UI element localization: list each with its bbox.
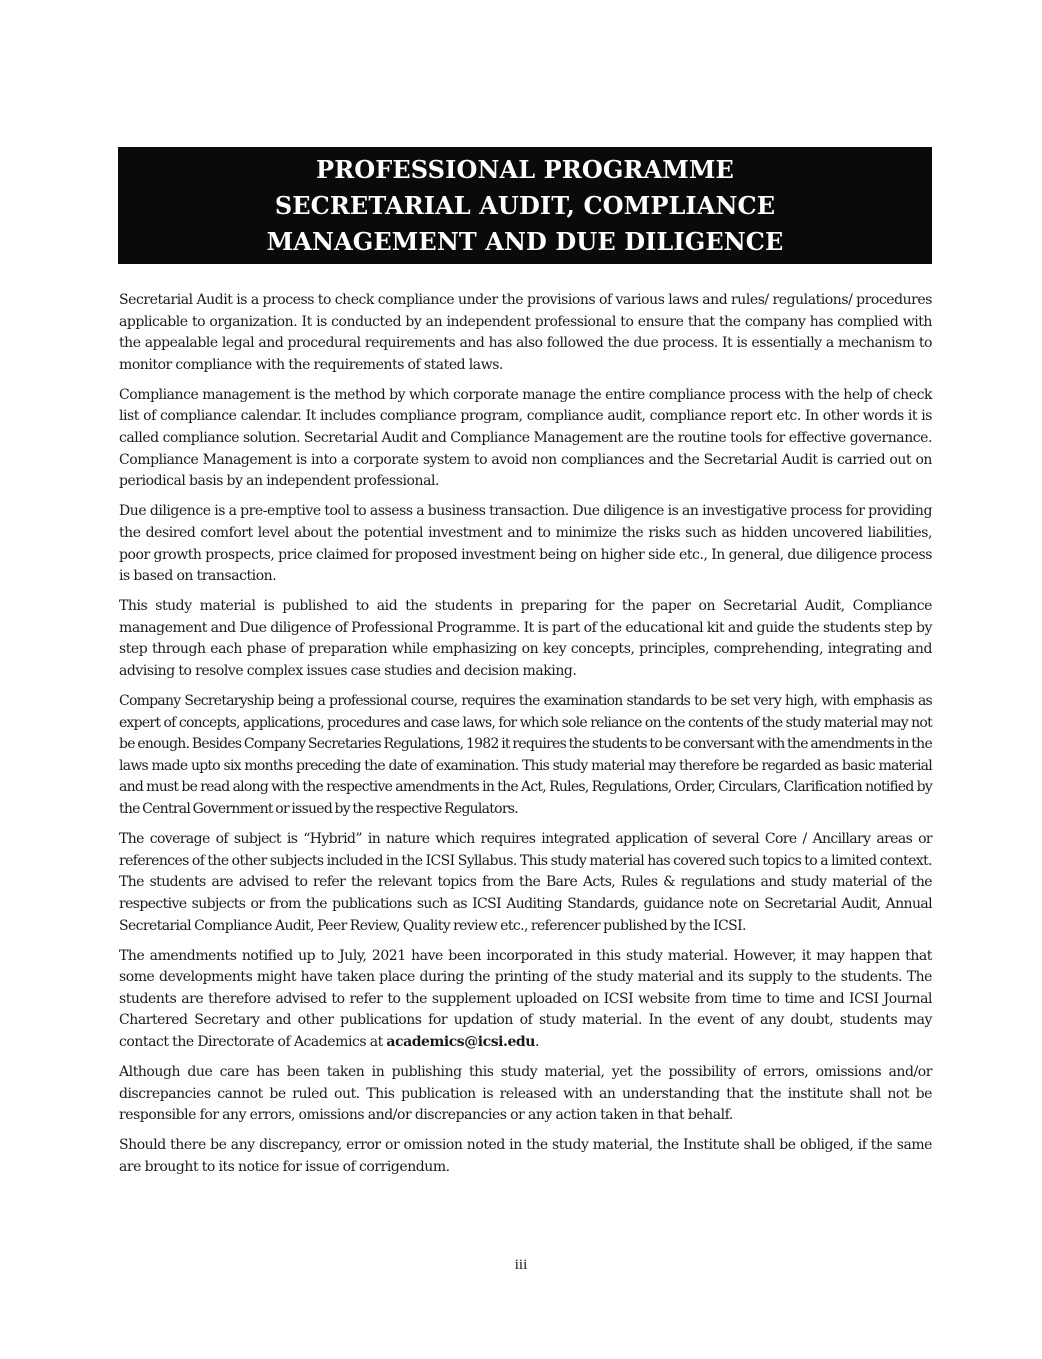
paragraph-amendments [119,946,932,1054]
title-line-3: MANAGEMENT AND DUE DILIGENCE [266,226,784,256]
paragraph-due-diligence: Due diligence is a pre-emptive tool to assess a business transaction. Due diligence is an investigative process for providing the desired comfort level about the potential investment and to minimize the risks such as hidden uncovered liabilities, poor growth prospects, price claimed for proposed investment being on higher side etc., In general, due diligence process is based on transaction. [119,503,932,585]
title-banner [118,147,932,264]
paragraph-disclaimer: Although due care has been taken in publishing this study material, yet the possibility of errors, omissions and/or discrepancies cannot be ruled out. This publication is released with an understanding that the institute shall not be responsible for any errors, omissions and/or discrepancies or any action taken in that behalf. [119,1064,932,1124]
page-number: iii [514,1257,528,1273]
title-line-1: PROFESSIONAL PROGRAMME [316,154,734,184]
paragraph-secretarial-audit: Secretarial Audit is a process to check compliance under the provisions of various laws and rules/ regulations/ procedures applicable to organization. It is conducted by an independent professional to ensure that the company has complied with the appealable legal and procedural requirements and has also followed the due process. It is essentially a mechanism to monitor compliance with the requirements of stated laws. [119,292,932,373]
title-line-2: SECRETARIAL AUDIT, COMPLIANCE [274,190,776,220]
paragraph-examination-standards: Company Secretaryship being a professional course, requires the examination standards to be set very high, with emphasis as expert of concepts, applications, procedures and case laws, for which sole reliance on the contents of the study material may not be enough. Besides Company Secretaries Regulations, 1982 it requires the students to be conversant with the amendments in the laws made upto six months preceding the date of examination. This study material may therefore be regarded as basic material and must be read along with the respective amendments in the Act, Rules, Regulations, Order, Circulars, Clarification notified by the Central Government or issued by the respective Regulators. [119,693,932,818]
academics-email-link[interactable]: academics@icsi.edu [386,1034,535,1050]
paragraph-subject-coverage: The coverage of subject is “Hybrid” in nature which requires integrated application of several Core / Ancillary areas or references of the other subjects included in the ICSI Syllabus. This study material has covered such topics to a limited context. The students are advised to refer the relevant topics from the Bare Acts, Rules & regulations and study material of the respective subjects or from the publications such as ICSI Auditing Standards, guidance note on Secretarial Audit, Annual Secretarial Compliance Audit, Peer Review, Quality review etc., referencer published by the ICSI. [119,831,932,934]
amendments-text: The amendments notified up to July, 2021 have been incorporated in this study material. However, it may happen that some developments might have taken place during the printing of the study material and its supply to the students. The students are therefore advised to refer to the supplement uploaded on ICSI website from time to time and ICSI Journal Chartered Secretary and other publications for updation of study material. In the event of any doubt, students may contact the Directorate of Academics at [119,947,932,1050]
body-text [119,290,932,1187]
amendments-end: . [534,1034,539,1050]
paragraph-compliance-management: Compliance management is the method by which corporate manage the entire compliance process with the help of check list of compliance calendar. It includes compliance program, compliance audit, compliance report etc. In other words it is called compliance solution. Secretarial Audit and Compliance Management are the routine tools for effective governance. Compliance Management is into a corporate system to avoid non compliances and the Secretarial Audit is carried out on periodical basis by an independent professional. [119,386,932,490]
paragraph-corrigendum: Should there be any discrepancy, error or omission noted in the study material, the Institute shall be obliged, if the same are brought to its notice for issue of corrigendum. [119,1137,932,1175]
paragraph-study-material-purpose: This study material is published to aid the students in preparing for the paper on Secretarial Audit, Compliance management and Due diligence of Professional Programme. It is part of the educational kit and guide the students step by step through each phase of preparation while emphasizing on key concepts, principles, comprehending, integrating and advising to resolve complex issues case studies and decision making. [119,598,932,679]
